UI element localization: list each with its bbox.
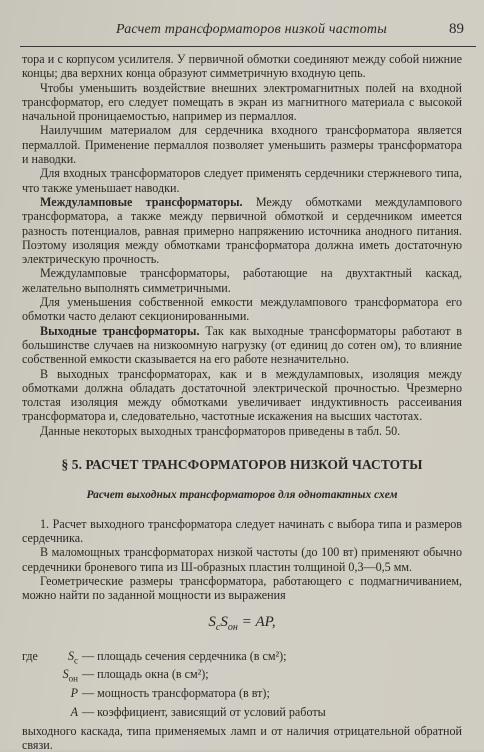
section-paragraph-3: Геометрические размеры трансформатора, работающего с подмагничиванием, можно найти по заданной мощности из выражения bbox=[22, 574, 462, 603]
def-symbol-sub: с bbox=[74, 655, 78, 665]
running-title: Расчет трансформаторов низкой частоты bbox=[116, 22, 387, 38]
paragraph-10: Данные некоторых выходных трансформаторов приведены в табл. 50. bbox=[22, 424, 462, 438]
paragraph-4: Для входных трансформаторов следует применять сердечники стержневого типа, что также уменьшает наводки. bbox=[22, 166, 462, 195]
def-symbol-letter: A bbox=[71, 705, 78, 719]
formula-rhs: = AP, bbox=[238, 614, 276, 630]
definition-row bbox=[22, 649, 462, 668]
definition-row bbox=[22, 686, 462, 705]
def-symbol-letter: S bbox=[68, 649, 74, 663]
paragraph-9: В выходных трансформаторах, как и в междуламповых, изоляция между обмотками должна обладать достаточной электрической прочностью. Чрезмерно толстая изоляция между обмотками увеличивает индуктивность рассеивания трансформатора и, следовательно, частотные искажения на высших частотах. bbox=[22, 367, 462, 424]
where-word: где bbox=[22, 649, 48, 668]
def-spacer bbox=[22, 705, 48, 724]
interstage-heading: Междуламповые трансформаторы. bbox=[40, 195, 243, 209]
paragraph-5-text: Между обмотками междулампового трансформатора, а также между первичной обмоткой и сердечником имеется разность потенциалов, равная примерно напряжению источника анодного питания. Поэтому изоляция между обмотками трансформатора должна иметь достаточную электрическую прочность. bbox=[22, 195, 462, 266]
paragraph-7: Для уменьшения собственной емкости междулампового трансформатора его обмотки часто делают секционированными. bbox=[22, 295, 462, 324]
section-paragraph-2: В маломощных трансформаторах низкой частоты (до 100 вт) применяют обычно сердечники броневого типа из Ш-образных пластин толщиной 0,3—0,5 мм. bbox=[22, 545, 462, 574]
page-header bbox=[0, 0, 484, 46]
paragraph-5 bbox=[22, 195, 462, 266]
formula bbox=[22, 615, 462, 635]
def-symbol bbox=[48, 649, 82, 668]
def-symbol-letter: P bbox=[71, 686, 78, 700]
def-symbol bbox=[48, 667, 82, 686]
formula-sc-sub: c bbox=[216, 622, 220, 633]
paragraph-3: Наилучшим материалом для сердечника входного трансформатора является пермаллой. Применение пермаллоя позволяет уменьшить размеры трансформатора и наводки. bbox=[22, 123, 462, 166]
definitions bbox=[22, 649, 462, 752]
definition-row bbox=[22, 667, 462, 686]
paragraph-2: Чтобы уменьшить воздействие внешних электромагнитных полей на входной трансформатор, его следует помещать в экран из магнитного материала с высокой начальной проницаемостью, например из пермаллоя. bbox=[22, 81, 462, 124]
def-symbol-sub: он bbox=[69, 674, 78, 684]
def-text: — коэффициент, зависящий от условий работы bbox=[82, 705, 462, 724]
section-subtitle: Расчет выходных трансформаторов для однотактных схем bbox=[22, 488, 462, 502]
definition-continuation: выходного каскада, типа применяемых ламп и от наличия отрицательной обратной связи. bbox=[22, 724, 462, 752]
formula-sc: S bbox=[208, 614, 216, 630]
paragraph-6: Междуламповые трансформаторы, работающие на двухтактный каскад, желательно выполнять симметричными. bbox=[22, 266, 462, 295]
section-title: § 5. РАСЧЕТ ТРАНСФОРМАТОРОВ НИЗКОЙ ЧАСТОТЫ bbox=[22, 458, 462, 472]
def-symbol-letter: S bbox=[63, 667, 69, 681]
page-number: 89 bbox=[449, 21, 464, 38]
header-rule bbox=[20, 46, 476, 47]
section-paragraph-1: 1. Расчет выходного трансформатора следует начинать с выбора типа и размеров сердечника. bbox=[22, 517, 462, 546]
formula-son-sub: он bbox=[228, 622, 238, 633]
formula-son: S bbox=[220, 614, 228, 630]
paragraph-8-text: Так как выходные трансформаторы работают в большинстве случаев на низкоомную нагрузку (от единиц до сотен ом), то влияние собственной емкости сказывается на его работе незначительно. bbox=[22, 324, 462, 367]
definition-row bbox=[22, 705, 462, 724]
def-symbol bbox=[48, 686, 82, 705]
paragraph-8 bbox=[22, 324, 462, 367]
def-text: — площадь окна (в см²); bbox=[82, 667, 462, 686]
def-spacer bbox=[22, 667, 48, 686]
output-heading: Выходные трансформаторы. bbox=[40, 324, 199, 338]
paragraph-1: тора и с корпусом усилителя. У первичной обмотки соединяют между собой нижние концы; два верхних конца образуют симметричную входную цепь. bbox=[22, 52, 462, 81]
def-text: — мощность трансформатора (в вт); bbox=[82, 686, 462, 705]
def-symbol bbox=[48, 705, 82, 724]
def-spacer bbox=[22, 686, 48, 705]
page-body bbox=[22, 52, 462, 752]
def-text: — площадь сечения сердечника (в см²); bbox=[82, 649, 462, 668]
